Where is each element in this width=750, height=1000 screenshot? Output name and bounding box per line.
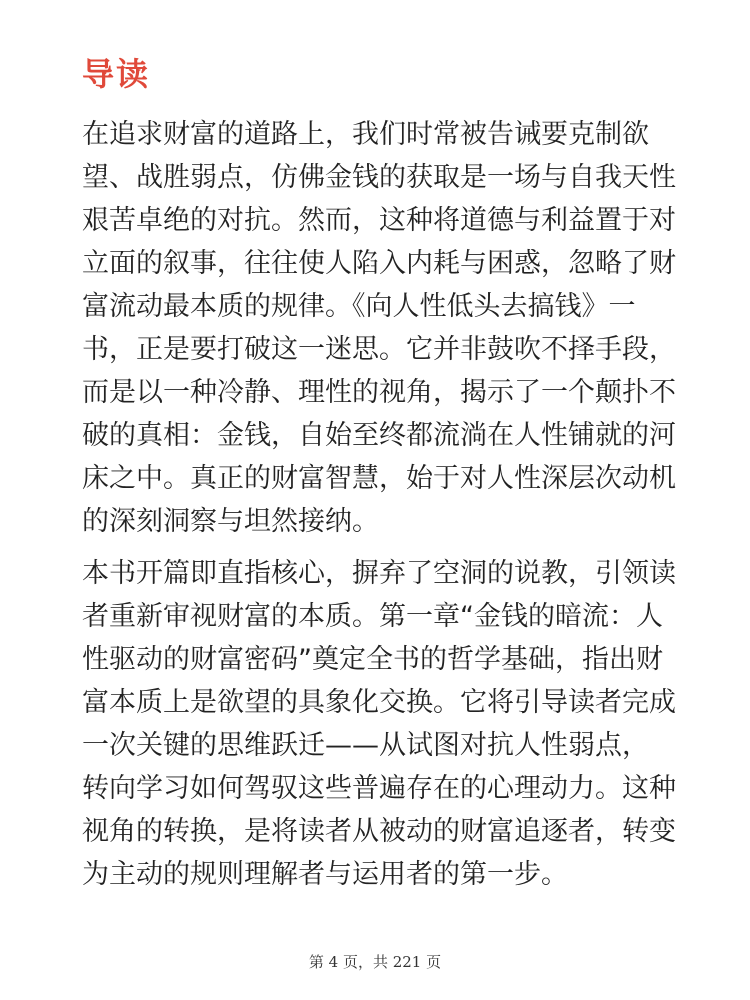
- text-line: 一次关键的思维跃迁——从试图对抗人性弱点，: [82, 730, 649, 761]
- body-text: [82, 113, 682, 896]
- text-line: 者重新审视财富的本质。第一章“金钱的暗流：人: [82, 601, 663, 632]
- text-line: 破的真相：金钱，自始至终都流淌在人性铺就的河: [82, 420, 676, 451]
- text-line: 在追求财富的道路上，我们时常被告诫要克制欲: [82, 119, 649, 150]
- text-line: 本书开篇即直指核心，摒弃了空洞的说教，引领读: [82, 558, 676, 589]
- page-number: 第 4 页，共 221 页: [308, 953, 442, 971]
- paragraph-2: [82, 552, 682, 896]
- text-line: 书，正是要打破这一迷思。它并非鼓吹不择手段，: [82, 334, 676, 365]
- text-line: 性驱动的财富密码”奠定全书的哲学基础，指出财: [82, 644, 663, 675]
- text-line: 而是以一种冷静、理性的视角，揭示了一个颠扑不: [82, 377, 676, 408]
- text-line: 为主动的规则理解者与运用者的第一步。: [82, 859, 568, 890]
- text-line: 富本质上是欲望的具象化交换。它将引导读者完成: [82, 687, 676, 718]
- text-line: 望、战胜弱点，仿佛金钱的获取是一场与自我天性: [82, 162, 676, 193]
- text-line: 富流动最本质的规律。《向人性低头去搞钱》一: [82, 291, 636, 322]
- paragraph-1: [82, 113, 682, 543]
- text-line: 艰苦卓绝的对抗。然而，这种将道德与利益置于对: [82, 205, 676, 236]
- section-heading: 导读: [82, 55, 151, 93]
- text-line: 床之中。真正的财富智慧，始于对人性深层次动机: [82, 463, 676, 494]
- text-line: 立面的叙事，往往使人陷入内耗与困惑，忽略了财: [82, 248, 676, 279]
- text-line: 的深刻洞察与坦然接纳。: [82, 506, 379, 537]
- text-line: 视角的转换，是将读者从被动的财富追逐者，转变: [82, 816, 676, 847]
- text-line: 转向学习如何驾驭这些普遍存在的心理动力。这种: [82, 773, 676, 804]
